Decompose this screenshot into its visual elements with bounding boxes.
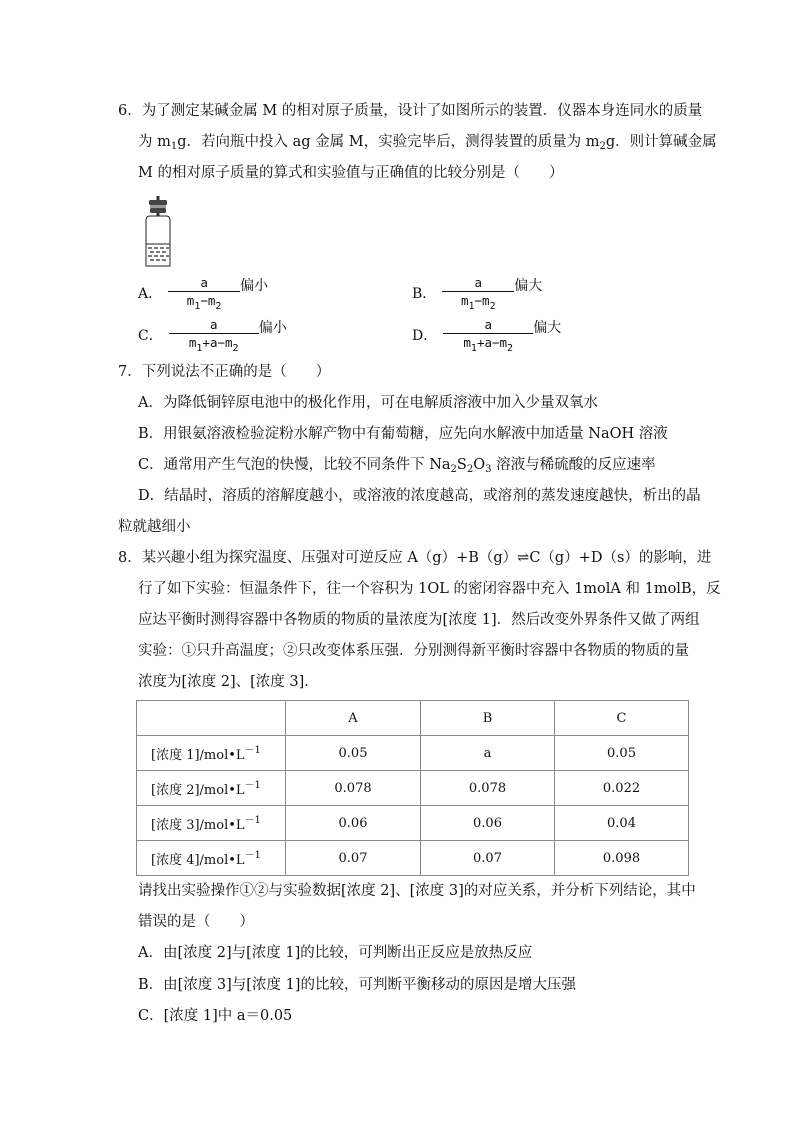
fraction [442,275,514,312]
subscript: 1 [468,301,475,312]
subscript: 1 [170,141,178,152]
option-text: C．通常用产生气泡的快慢，比较不同条件下 Na [138,457,451,473]
row-label [137,806,286,841]
q8-after-1: 请找出实验操作①②与实验数据[浓度 2]、[浓度 3]的对应关系，并分析下列结论，其中 [138,883,696,899]
unit: ]/mol•L [194,817,245,833]
q6-text: g．则计算碱金属 [605,134,717,150]
q8-option-b[interactable]: B．由[浓度 3]与[浓度 1]的比较，可判断平衡移动的原因是增大压强 [138,977,576,993]
unit: ]/mol•L [194,782,245,798]
q6-line-3 [138,163,563,183]
q7-option-a[interactable]: A．为降低铜锌原电池中的极化作用，可在电解质溶液中加入少量双氧水 [138,395,598,411]
q7-option-b[interactable]: B．用银氨溶液检验淀粉水解产物中有葡萄糖，应先向水解液中加适量 NaOH 溶液 [138,426,668,442]
subscript: 1 [196,343,203,354]
q7-option-c[interactable] [138,455,656,475]
numerator: a [169,318,259,334]
row-label [137,736,286,771]
den-part: +a−m [476,335,508,350]
flask-figure [140,196,176,268]
table-header-cell: B [421,701,555,736]
q6-option-b[interactable] [412,275,543,312]
unit: ]/mol•L [194,852,245,868]
option-label: A． [138,285,163,302]
superscript: －1 [244,779,261,791]
table-cell: 0.022 [555,771,689,806]
denominator [186,292,222,312]
q8-option-c[interactable]: C．[浓度 1]中 a＝0.05 [138,1008,293,1024]
option-tail: 偏大 [533,319,562,336]
numerator: a [168,276,240,292]
table-row [137,841,689,876]
denominator [463,334,514,354]
q7-option-d-line1[interactable]: D．结晶时，溶质的溶解度越小，或溶液的浓度越高，或溶剂的蒸发速度越快，析出的晶 [138,488,701,504]
table-cell: 0.07 [421,841,555,876]
q6-option-a[interactable] [138,275,269,312]
q8-line-2: 行了如下实验：恒温条件下，往一个容积为 1OL 的密闭容器中充入 1molA 和 1molB，反 [138,581,721,597]
q6-option-d[interactable] [412,317,562,354]
den-part: m [188,335,197,350]
q8-option-a[interactable]: A．由[浓度 2]与[浓度 1]的比较，可判断出正反应是放热反应 [138,945,533,961]
row-label-text: [浓度 3 [151,817,195,833]
concentration-table [136,700,689,876]
numerator: a [443,318,533,334]
option-label: B． [412,285,437,302]
den-part: m [186,293,195,308]
superscript: －1 [244,744,261,756]
table-cell: 0.06 [421,806,555,841]
q8-line-5: 浓度为[浓度 2]、[浓度 3]． [138,674,319,690]
subscript: 2 [450,464,457,475]
q7-stem: 7．下列说法不正确的是（ ） [118,364,331,380]
den-part: +a−m [202,335,233,350]
superscript: －1 [244,814,261,826]
table-cell: a [421,736,555,771]
table-cell: 0.098 [555,841,689,876]
subscript: 2 [232,343,239,354]
subscript: 2 [599,141,606,152]
q6-number: 6． [118,103,142,119]
q6-stem-1: 为了测定某碱金属 M 的相对原子质量，设计了如图所示的装置．仪器本身连同水的质量 [141,103,703,119]
superscript: －1 [244,849,261,861]
option-label: C． [138,327,163,344]
q6-line-2 [138,132,717,152]
row-label [137,771,286,806]
table-row [137,736,689,771]
subscript: 1 [470,343,477,354]
den-part: m [460,293,469,308]
denominator [460,292,496,312]
subscript: 3 [485,464,492,475]
q6-stem-3: M 的相对原子质量的算式和实验值与正确值的比较分别是（ ） [138,165,564,181]
table-cell: 0.05 [286,736,421,771]
table-row [137,771,689,806]
row-label [137,841,286,876]
table-header-cell: C [555,701,689,736]
table-cell: 0.078 [286,771,421,806]
fraction [443,317,533,354]
denominator [188,334,239,354]
q6-option-c[interactable] [138,317,287,354]
option-tail: 偏小 [258,319,287,336]
q8-line-1: 8．某兴趣小组为探究温度、压强对可逆反应 A（g）+B（g）⇌C（g）+D（s）的影响，进 [118,550,712,566]
table-header-row [137,701,689,736]
q6-text: g．若向瓶中投入 ag 金属 M，实验完毕后，测得装置的质量为 m [177,134,600,150]
option-tail: 偏小 [240,277,269,294]
q8-line-4: 实验：①只升高温度；②只改变体系压强．分别测得新平衡时容器中各物质的物质的量 [138,643,689,659]
unit: ]/mol•L [194,747,245,763]
table-header-cell: A [286,701,421,736]
fraction [168,275,240,312]
table-cell: 0.04 [555,806,689,841]
q7-option-d-line2: 粒就越细小 [118,519,191,535]
table-cell: 0.05 [555,736,689,771]
option-text: S [456,457,467,473]
q6-line-1 [118,101,702,121]
numerator: a [442,276,514,292]
den-part: m [463,335,471,350]
subscript: 2 [466,464,474,475]
q8-line-3: 应达平衡时测得容器中各物质的物质的量浓度为[浓度 1]．然后改变外界条件又做了两组 [138,612,700,628]
q8-after-2: 错误的是（ ） [138,914,254,930]
fraction [169,317,259,354]
subscript: 2 [507,343,514,354]
table-cell: 0.06 [286,806,421,841]
option-text: 溶液与稀硫酸的反应速率 [491,457,656,473]
option-label: D． [412,327,438,344]
subscript: 2 [489,301,496,312]
option-text: O [473,457,486,473]
option-tail: 偏大 [514,277,543,294]
row-label-text: [浓度 4 [151,852,195,868]
row-label-text: [浓度 1 [151,747,195,763]
table-header-cell [137,701,286,736]
subscript: 2 [215,301,222,312]
table-cell: 0.07 [286,841,421,876]
row-label-text: [浓度 2 [151,782,195,798]
q6-text: 为 m [138,134,171,150]
subscript: 1 [194,301,201,312]
den-part: −m [200,293,216,308]
den-part: −m [474,293,490,308]
table-row [137,806,689,841]
table-cell: 0.078 [421,771,555,806]
